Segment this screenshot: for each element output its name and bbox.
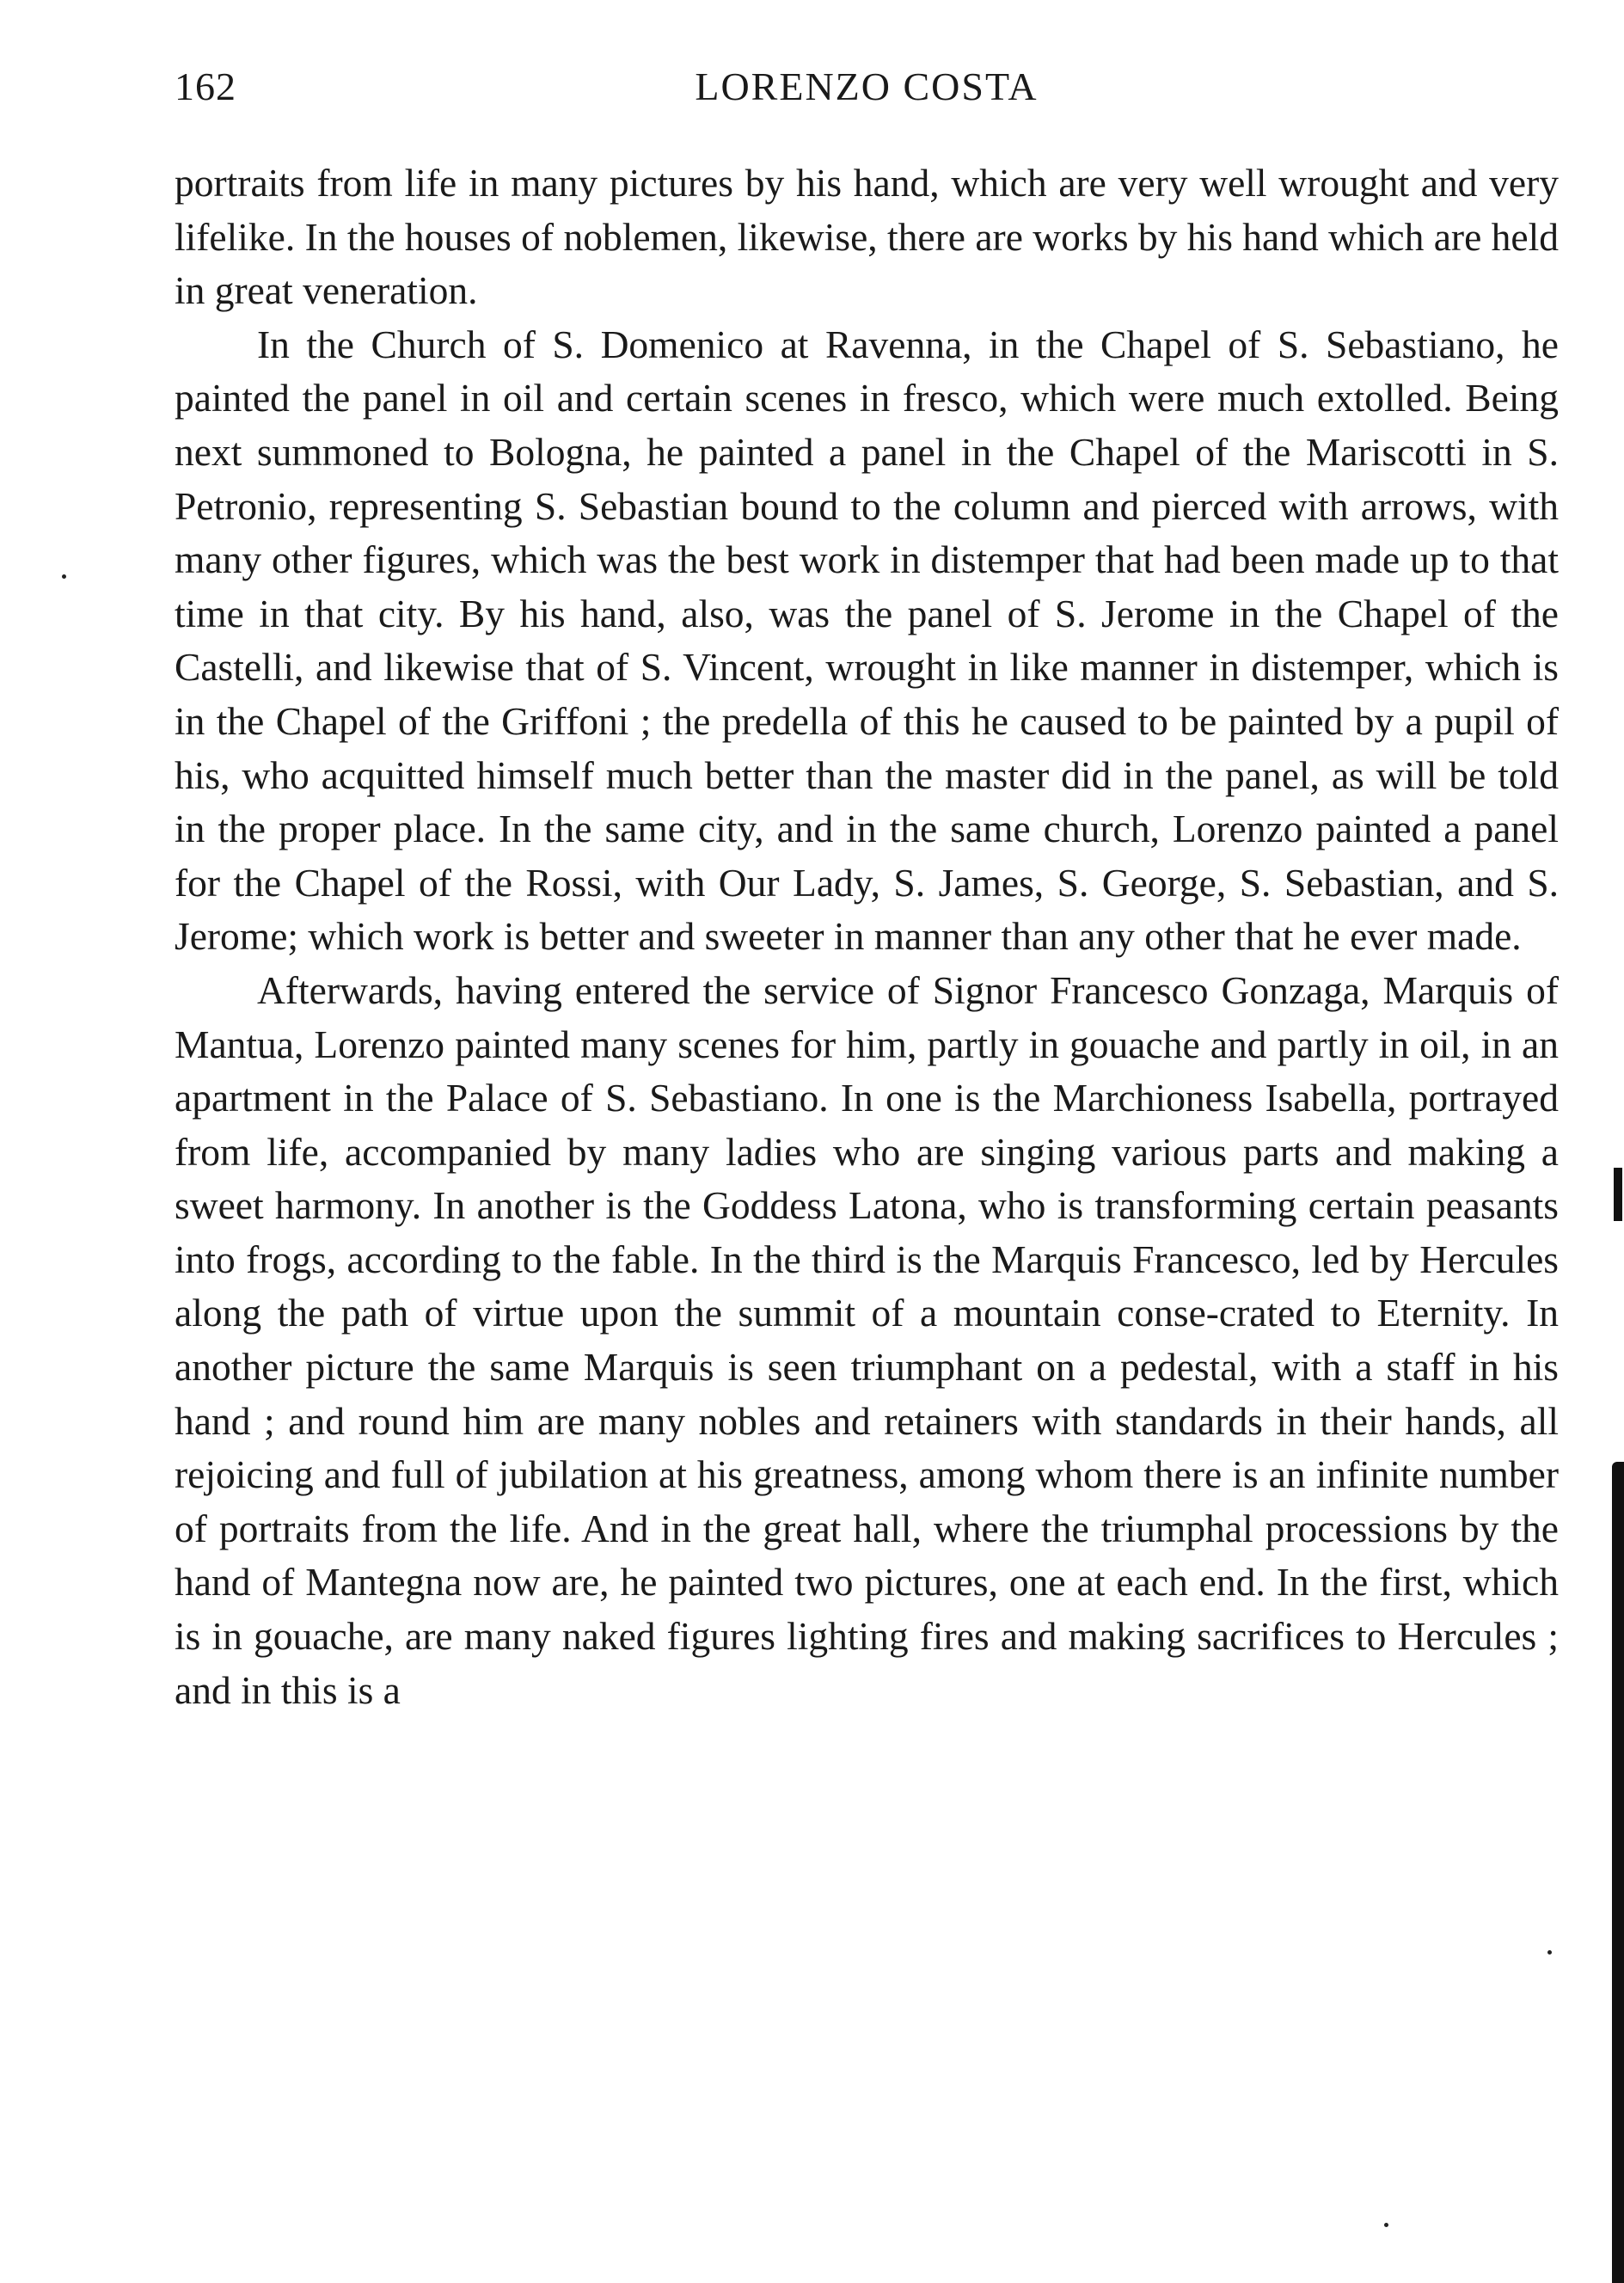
page-number: 162	[175, 64, 236, 108]
paragraph-1: portraits from life in many pictures by his hand, which are very well wrought and very lifelike. In the houses of noblemen, likewise, there are works by his hand which are held in great veneration.	[175, 161, 1559, 313]
scan-speck	[62, 574, 66, 579]
paragraph-2: In the Church of S. Domenico at Ravenna, in the Chapel of S. Sebastiano, he painted the panel in oil and certain scenes in fresco, which were much extolled. Being next summoned to Bologna, he painted a panel in the Chapel of the Mariscotti in S. Petronio, representing S. Sebastian bound to the column and pierced with arrows, with many other figures, which was the best work in distemper that had been made up to that time in that city. By his hand, also, was the panel of S. Jerome in the Chapel of the Castelli, and likewise that of S. Vincent, wrought in like manner in distemper, which is in the Chapel of the Griffoni ; the predella of this he caused to be painted by a pupil of his, who acquitted himself much better than the master did in the panel, as will be told in the proper place. In the same city, and in the same church, Lorenzo painted a panel for the Chapel of the Rossi, with Our Lady, S. James, S. George, S. Sebastian, and S. Jerome; which work is better and sweeter in manner than any other that he ever made.	[175, 322, 1559, 959]
paragraph-3: Afterwards, having entered the service of Signor Francesco Gonzaga, Marquis of Mantua, Lorenzo painted many scenes for him, partly in gouache and partly in oil, in an apartment in the Palace of S. Sebastiano. In one is the Marchioness Isabella, portrayed from life, accompanied by many ladies who are singing various parts and making a sweet harmony. In another is the Goddess Latona, who is transforming certain peasants into frogs, according to the fable. In the third is the Marquis Francesco, led by Hercules along the path of virtue upon the summit of a mountain conse-crated to Eternity. In another picture the same Marquis is seen triumphant on a pedestal, with a staff in his hand ; and round him are many nobles and retainers with standards in their hands, all rejoicing and full of jubilation at his greatness, among whom there is an infinite number of portraits from the life. And in the great hall, where the triumphal processions by the hand of Mantegna now are, he painted two pictures, one at each end. In the first, which is in gouache, are many naked figures lighting fires and making sacrifices to Hercules ; and in this is a	[175, 967, 1559, 1712]
scan-edge-shadow	[1612, 1462, 1624, 2283]
scan-speck	[1547, 1950, 1552, 1955]
running-title: LORENZO COSTA	[695, 64, 1039, 108]
scan-speck	[1384, 2223, 1388, 2227]
scan-edge-mark	[1614, 1168, 1622, 1221]
body-text	[175, 156, 1559, 1717]
page-header	[175, 64, 1559, 124]
